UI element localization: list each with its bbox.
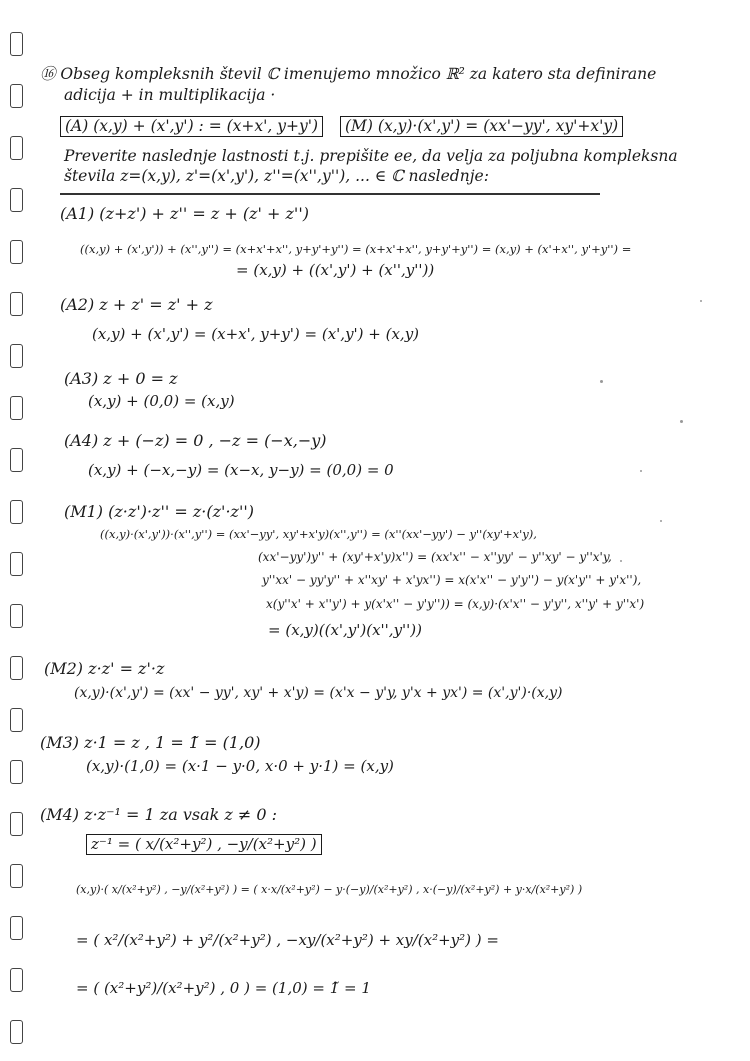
binding-ring [10,240,23,264]
spiral-binding [10,20,34,1041]
m2-line-1: (x,y)·(x',y') = (xx' − yy', xy' + x'y) = (x'x − y'y, y'x + yx') = (x',y')·(x,y) [74,685,563,701]
a2-heading: (A2) z + z' = z' + z [60,295,213,314]
binding-ring [10,1020,23,1044]
binding-ring [10,500,23,524]
m4-inverse-box: z⁻¹ = ( x/(x²+y²) , −y/(x²+y²) ) [86,834,322,855]
a3-heading: (A3) z + 0 = z [64,369,178,388]
binding-ring [10,916,23,940]
m4-line-4: = ( (x²+y²)/(x²+y²) , 0 ) = (1,0) = 1̃ = 1 [76,979,371,997]
header-divider [60,193,600,195]
binding-ring [10,604,23,628]
binding-ring [10,760,23,784]
scan-speck [700,300,702,302]
header-line-4: števila z=(x,y), z'=(x',y'), z''=(x'',y''), ... ∈ ℂ naslednje: [64,167,489,185]
definition-addition: (A) (x,y) + (x',y') : = (x+x', y+y') [60,116,323,137]
binding-ring [10,136,23,160]
header-line-2: adicija + in multiplikacija · [64,86,276,104]
binding-ring [10,448,23,472]
m1-heading: (M1) (z·z')·z'' = z·(z'·z'') [64,502,254,521]
scan-speck [680,420,683,423]
m3-line-1: (x,y)·(1,0) = (x·1 − y·0, x·0 + y·1) = (x,y) [86,757,394,775]
binding-ring [10,32,23,56]
a4-heading: (A4) z + (−z) = 0 , −z = (−x,−y) [64,431,327,450]
a2-line-1: (x,y) + (x',y') = (x+x', y+y') = (x',y') + (x,y) [92,325,420,343]
binding-ring [10,292,23,316]
a3-line-1: (x,y) + (0,0) = (x,y) [88,392,235,410]
m4-line-3: = ( x²/(x²+y²) + y²/(x²+y²) , −xy/(x²+y²) + xy/(x²+y²) ) = [76,931,499,949]
a1-line-2: = (x,y) + ((x',y') + (x'',y'')) [236,261,435,279]
binding-ring [10,708,23,732]
m1-line-3: y''xx' − yy'y'' + x''xy' + x'yx'') = x(x'x'' − y'y'') − y(x'y'' + y'x''), [262,573,642,587]
m4-line-2: (x,y)·( x/(x²+y²) , −y/(x²+y²) ) = ( x·x/(x²+y²) − y·(−y)/(x²+y²) , x·(−y)/(x²+y²) + y·x/(x²+y²) ) [76,883,583,896]
a1-line-1: ((x,y) + (x',y')) + (x'',y'') = (x+x'+x'', y+y'+y'') = (x+x'+x'', y+y'+y'') = (x,y) + (x'+x'', y'+y'') = [80,242,632,256]
binding-ring [10,188,23,212]
m4-heading: (M4) z·z⁻¹ = 1 za vsak z ≠ 0 : [40,805,278,824]
binding-ring [10,552,23,576]
binding-ring [10,84,23,108]
m1-line-2: (xx'−yy')y'' + (xy'+x'y)x'') = (xx'x'' − x''yy' − y''xy' − y''x'y, [258,550,612,564]
scan-speck [660,520,662,522]
a1-heading: (A1) (z+z') + z'' = z + (z' + z'') [60,204,309,223]
m2-heading: (M2) z·z' = z'·z [44,659,165,678]
m3-heading: (M3) z·1 = z , 1 = 1̃ = (1,0) [40,733,261,752]
definition-multiplication: (M) (x,y)·(x',y') = (xx'−yy', xy'+x'y) [340,116,623,137]
binding-ring [10,396,23,420]
scan-speck [620,560,622,562]
binding-ring [10,344,23,368]
binding-ring [10,812,23,836]
a4-line-1: (x,y) + (−x,−y) = (x−x, y−y) = (0,0) = 0 [88,461,394,479]
binding-ring [10,864,23,888]
header-line-1: ⑯ Obseg kompleksnih števil ℂ imenujemo množico ℝ² za katero sta definirane [40,65,657,83]
m1-line-4: x(y''x' + x''y') + y(x'x'' − y'y'')) = (x,y)·(x'x'' − y'y'', x''y' + y''x') [266,597,645,611]
m1-line-5: = (x,y)((x',y')(x'',y'')) [268,621,422,639]
header-line-3: Preverite naslednje lastnosti t.j. prepišite ee, da velja za poljubna kompleksna [64,147,678,165]
m1-line-1: ((x,y)·(x',y'))·(x'',y'') = (xx'−yy', xy'+x'y)(x'',y'') = (x''(xx'−yy') − y''(xy'+x'y), [100,527,537,541]
binding-ring [10,656,23,680]
scan-speck [640,470,642,472]
scan-speck [600,380,603,383]
binding-ring [10,968,23,992]
